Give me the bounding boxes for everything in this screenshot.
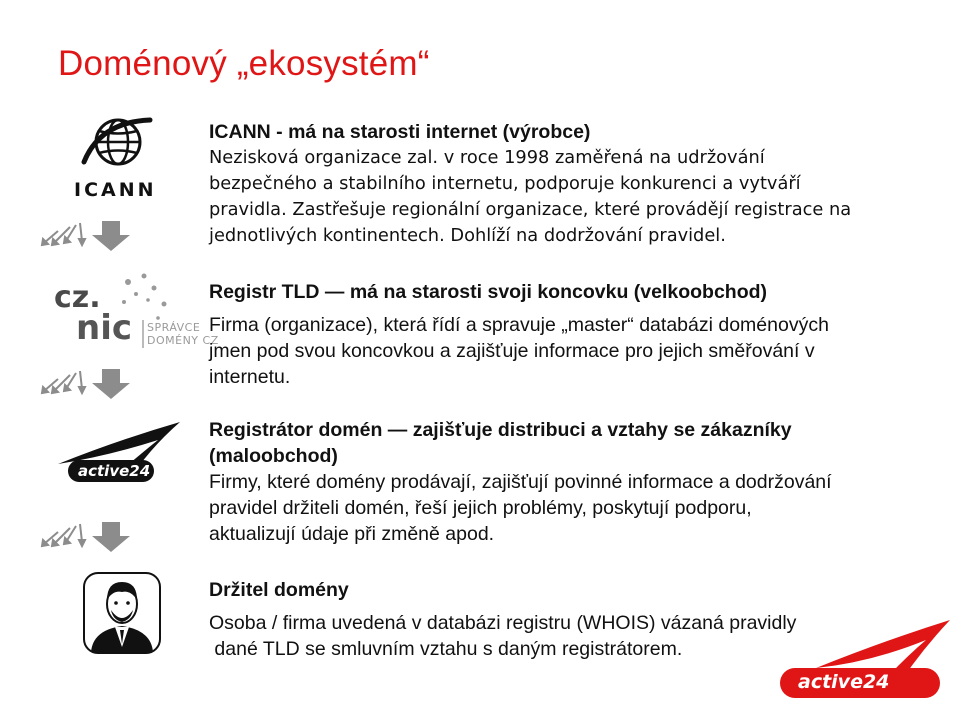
section-registrar-body bbox=[209, 469, 929, 547]
body-line: pravidel držiteli domén, řeší jejich problémy, poskytují podporu, bbox=[209, 497, 752, 519]
section-registrar-heading-line1: Registrátor domén — zajišťuje distribuci a vztahy se zákazníky bbox=[209, 419, 792, 441]
body-line: internetu. bbox=[209, 366, 291, 388]
swoosh-icon bbox=[776, 618, 952, 716]
body-line: pravidla. Zastřešuje regionální organizace, které provádějí registrace na bbox=[209, 199, 852, 220]
cznic-tagline bbox=[147, 321, 219, 347]
cznic-tag-line2: DOMÉNY CZ bbox=[147, 334, 219, 347]
body-line: Firma (organizace), která řídí a spravuje „master“ databázi doménových bbox=[209, 314, 829, 336]
swoosh-icon bbox=[48, 420, 183, 500]
down-arrow-icon bbox=[40, 215, 140, 255]
body-line: bezpečného a stabilního internetu, podporuje konkurenci a vytváří bbox=[209, 173, 801, 194]
body-line: Nezisková organizace zal. v roce 1998 zaměřená na udržování bbox=[209, 147, 765, 168]
down-arrow-icon bbox=[40, 516, 140, 556]
active24-wordmark: active24 bbox=[78, 462, 151, 480]
section-registrar bbox=[209, 417, 929, 547]
cznic-cz: cz. bbox=[54, 280, 101, 315]
section-icann-body bbox=[209, 145, 929, 249]
section-holder-heading: Držitel domény bbox=[209, 579, 349, 601]
section-icann-heading: ICANN - má na starosti internet (výrobce) bbox=[209, 121, 591, 143]
body-line: Osoba / firma uvedená v databázi registru (WHOIS) vázaná pravidly bbox=[209, 612, 797, 634]
globe-icon bbox=[70, 112, 160, 172]
section-registry bbox=[209, 279, 929, 390]
cznic-divider bbox=[142, 320, 144, 348]
body-line: jmen pod svou koncovkou a zajišťuje informace pro jejich směřování v bbox=[209, 340, 815, 362]
cznic-nic: nic bbox=[76, 308, 133, 348]
body-line: aktualizují údaje při změně apod. bbox=[209, 523, 495, 545]
person-avatar-icon bbox=[83, 572, 161, 654]
cznic-tag-line1: SPRÁVCE bbox=[147, 321, 201, 334]
section-registry-heading: Registr TLD — má na starosti svoji koncovku (velkoobchod) bbox=[209, 281, 768, 303]
cznic-logo bbox=[50, 270, 219, 360]
slide-title: Doménový „ekosystém“ bbox=[58, 44, 430, 83]
body-line: jednotlivých kontinentech. Dohlíží na dodržování pravidel. bbox=[209, 225, 726, 246]
section-icann bbox=[209, 119, 929, 249]
body-line: dané TLD se smluvním vztahu s daným registrátorem. bbox=[209, 638, 683, 660]
down-arrow-icon bbox=[40, 363, 140, 403]
active24-logo-footer bbox=[776, 618, 952, 716]
active24-footer-wordmark: active24 bbox=[798, 671, 890, 693]
active24-logo bbox=[48, 420, 183, 500]
body-line: Firmy, které domény prodávají, zajišťují povinné informace a dodržování bbox=[209, 471, 832, 493]
section-registrar-heading-line2: (maloobchod) bbox=[209, 445, 338, 467]
icann-wordmark: ICANN bbox=[74, 179, 157, 201]
section-registry-body bbox=[209, 312, 929, 390]
icann-logo bbox=[70, 112, 160, 202]
